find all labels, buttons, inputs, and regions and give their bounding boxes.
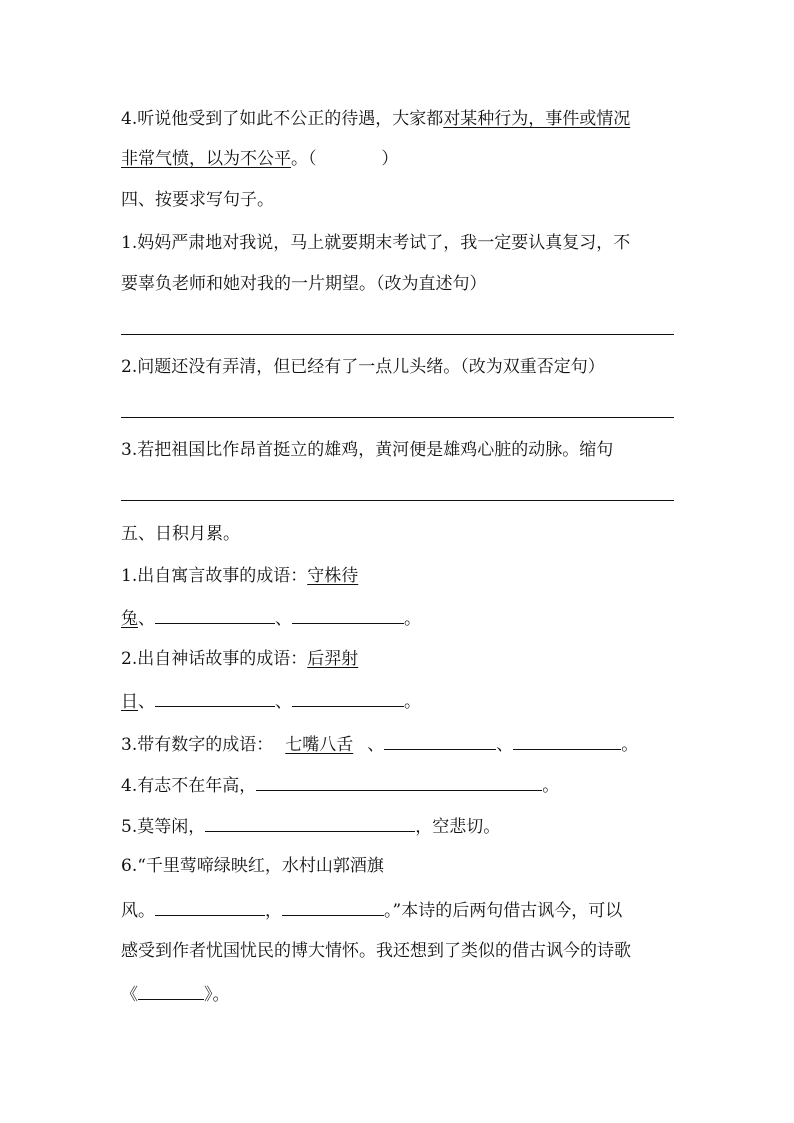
separator: 、 — [496, 735, 514, 755]
answer-line-1[interactable] — [121, 334, 674, 335]
q4-underlined-definition-cont: 非常气愤，以为不公平 — [121, 149, 291, 169]
item6-open-bracket: 《 — [121, 985, 138, 1005]
item5-suffix: ，空悲切。 — [415, 817, 501, 837]
q4-underlined-definition: 对某种行为，事件或情况 — [443, 109, 631, 129]
q4-line1 — [121, 109, 630, 129]
item2-blank-2[interactable] — [292, 690, 404, 707]
answer-line-2[interactable] — [121, 417, 674, 418]
section5-item6-line4 — [121, 983, 230, 1005]
section5-heading: 五、日积月累。 — [121, 524, 240, 544]
q4-text: 4.听说他受到了如此不公正的待遇，大家都 — [121, 109, 444, 129]
item1-prefix: 1.出自寓言故事的成语： — [121, 566, 308, 586]
section4-item2: 2.问题还没有弄清，但已经有了一点儿头绪。（改为双重否定句） — [121, 357, 605, 377]
item1-example: 守株待 — [307, 566, 359, 586]
separator: 、 — [138, 609, 155, 629]
item4-blank[interactable] — [256, 774, 542, 791]
item6-poem-blank[interactable] — [138, 983, 204, 1000]
item6-text-a: 风。 — [121, 901, 155, 921]
item5-blank[interactable] — [205, 815, 415, 832]
section5-item3 — [121, 733, 638, 755]
item5-prefix: 5.莫等闲， — [121, 817, 206, 837]
section5-item6-line1: 6.“千里莺啼绿映红，水村山郭酒旗 — [121, 856, 384, 876]
q4-line2 — [121, 149, 398, 169]
period: 。 — [404, 609, 421, 629]
period: 。 — [542, 776, 560, 796]
item6-text-b: 。”本诗的后两句借古讽今，可以 — [384, 901, 623, 921]
section5-item4 — [121, 774, 559, 796]
section5-item1-line2 — [121, 607, 421, 629]
section5-item2-line1 — [121, 649, 358, 669]
item6-close-bracket: 》。 — [204, 985, 230, 1005]
item6-blank-1[interactable] — [155, 899, 265, 916]
item4-prefix: 4.有志不在年高， — [121, 776, 257, 796]
section5-item6-line2 — [121, 899, 622, 921]
item3-blank-1[interactable] — [384, 733, 496, 750]
q4-answer-parentheses[interactable]: 。（ ） — [291, 149, 399, 169]
separator: 、 — [367, 735, 385, 755]
item6-comma: ， — [265, 901, 282, 921]
separator: 、 — [275, 692, 292, 712]
separator: 、 — [138, 692, 155, 712]
section4-item1-line2: 要辜负老师和她对我的一片期望。（改为直述句） — [121, 274, 487, 294]
section4-item1-line1: 1.妈妈严肃地对我说，马上就要期末考试了，我一定要认真复习，不 — [121, 233, 631, 253]
item1-example-end: 兔 — [121, 609, 138, 629]
item2-example: 后羿射 — [307, 649, 359, 669]
section5-item2-line2 — [121, 690, 421, 712]
period: 。 — [621, 735, 639, 755]
item3-example: 七嘴八舌 — [285, 735, 354, 755]
section4-item3: 3.若把祖国比作昂首挺立的雄鸡，黄河便是雄鸡心脏的动脉。缩句 — [121, 440, 614, 460]
section5-item6-line3: 感受到作者忧国忧民的博大情怀。我还想到了类似的借古讽今的诗歌 — [121, 941, 631, 961]
item2-example-end: 日 — [121, 692, 138, 712]
section5-item5 — [121, 815, 500, 837]
item3-prefix: 3.带有数字的成语： — [121, 735, 274, 755]
item1-blank-2[interactable] — [292, 607, 404, 624]
period: 。 — [404, 692, 421, 712]
item2-prefix: 2.出自神话故事的成语： — [121, 649, 308, 669]
item6-blank-2[interactable] — [282, 899, 384, 916]
item1-blank-1[interactable] — [155, 607, 275, 624]
section5-item1-line1 — [121, 566, 358, 586]
answer-line-3[interactable] — [121, 500, 674, 501]
section4-heading: 四、按要求写句子。 — [121, 190, 274, 210]
separator: 、 — [275, 609, 292, 629]
item3-blank-2[interactable] — [513, 733, 621, 750]
item2-blank-1[interactable] — [155, 690, 275, 707]
